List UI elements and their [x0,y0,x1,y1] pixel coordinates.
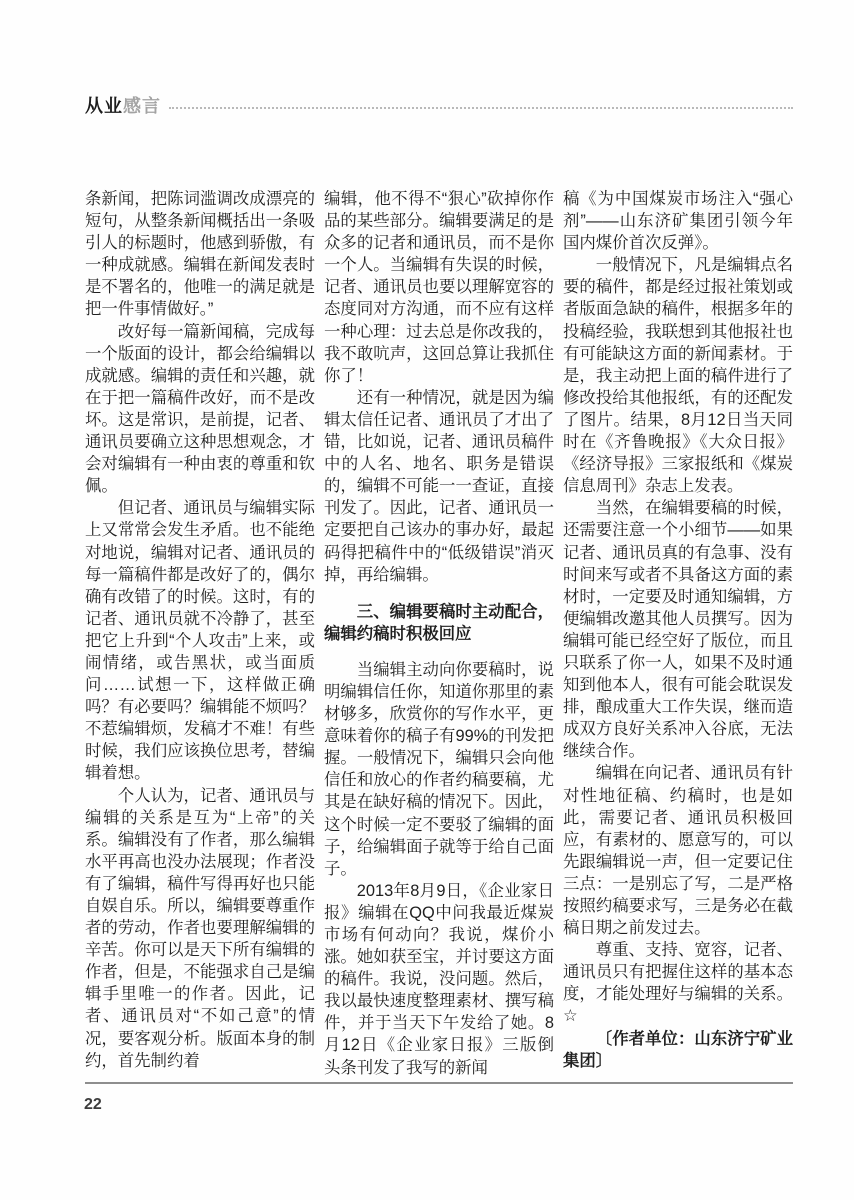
paragraph: 〔作者单位：山东济宁矿业集团〕 [563,1029,793,1070]
section-title-light: 感言 [123,96,161,116]
paragraph: 条新闻，把陈词滥调改成漂亮的短句，从整条新闻概括出一条吸引人的标题时，他感到骄傲，有一种成就感。编辑在新闻发表时是不署名的，他唯一的满足就是把一件事情做好。” [85,190,315,319]
text-column-1 [85,188,315,1080]
article-body [85,188,793,1080]
paragraph: 尊重、支持、宽容，记者、通讯员只有把握住这样的基本态度，才能处理好与编辑的关系。☆ [563,941,793,1026]
paragraph: 但记者、通讯员与编辑实际上又常常会发生矛盾。也不能绝对地说，编辑对记者、通讯员的每一篇稿件都是改好了的，偶尔确有改错了的时候。这时，有的记者、通讯员就不冷静了，甚至把它上升到“个人攻击”上来，或闹情绪，或告黑状，或当面质问……试想一下，这样做正确吗？有必要吗？编辑能不烦吗？不惹编辑烦，发稿才不难！有些时候，我们应该换位思考，替编辑着想。 [85,499,315,783]
page-header [85,92,793,118]
paragraph: 编辑在向记者、通讯员有针对性地征稿、约稿时，也是如此，需要记者、通讯员积极回应，有素材的、愿意写的，可以先跟编辑说一声，但一定要记住三点：一是别忘了写，二是严格按照约稿要求写，三是务必在截稿日期之前发过去。 [563,764,793,938]
page-number: 22 [84,1096,102,1113]
section-title-bold: 从业 [85,96,123,116]
footer-rule [85,1082,793,1084]
header-dotted-rule [169,107,793,109]
section-heading: 三、编辑要稿时主动配合，编辑约稿时积极回应 [324,602,554,643]
paragraph: 稿《为中国煤炭市场注入“强心剂”——山东济矿集团引领今年国内煤价首次反弹》。 [563,190,793,253]
text-column-3 [563,188,793,1080]
paragraph: 个人认为，记者、通讯员与编辑的关系是互为“上帝”的关系。编辑没有了作者，那么编辑水平再高也没办法展现；作者没有了编辑，稿件写得再好也只能自娱自乐。所以，编辑要尊重作者的劳动，作者也要理解编辑的辛苦。你可以是天下所有编辑的作者，但是，不能强求自己是编辑手里唯一的作者。因此，记者、通讯员对“不如己意”的情况，要客观分析。版面本身的制约，首先制约着 [85,786,315,1070]
paragraph: 当编辑主动向你要稿时，说明编辑信任你，知道你那里的素材够多，欣赏你的写作水平，更意味着你的稿子有99%的刊发把握。一般情况下，编辑只会向他信任和放心的作者约稿要稿，尤其是在缺好稿的情况下。因此，这个时候一定不要驳了编辑的面子，给编辑面子就等于给自己面子。 [324,660,554,878]
paragraph: 改好每一篇新闻稿，完成每一个版面的设计，都会给编辑以成就感。编辑的责任和兴趣，就在于把一篇稿件改好，而不是改坏。这是常识，是前提，记者、通讯员要确立这种思想观念，才会对编辑有一种由衷的尊重和钦佩。 [85,322,315,496]
text-column-2 [324,188,554,1080]
paragraph: 编辑，他不得不“狠心”砍掉你作品的某些部分。编辑要满足的是众多的记者和通讯员，而不是你一个人。当编辑有失误的时候，记者、通讯员也要以理解宽容的态度同对方沟通，而不应有这样一种心理：过去总是你改我的，我不敢吭声，这回总算让我抓住你了！ [324,190,554,385]
paragraph: 当然，在编辑要稿的时候，还需要注意一个小细节——如果记者、通讯员真的有急事、没有时间来写或者不具备这方面的素材时，一定要及时通知编辑，方便编辑改邀其他人员撰写。因为编辑可能已经空好了版位，而且只联系了你一人，如果不及时通知到他本人，很有可能会耽误发排，酿成重大工作失误，继而造成双方良好关系冲入谷底，无法继续合作。 [563,499,793,761]
paragraph: 一般情况下，凡是编辑点名要的稿件，都是经过报社策划或者版面急缺的稿件，根据多年的投稿经验，我联想到其他报社也有可能缺这方面的新闻素材。于是，我主动把上面的稿件进行了修改投给其他报纸，有的还配发了图片。结果，8月12日当天同时在《齐鲁晚报》《大众日报》《经济导报》三家报纸和《煤炭信息周刊》杂志上发表。 [563,256,793,496]
paragraph: 还有一种情况，就是因为编辑太信任记者、通讯员了才出了错，比如说，记者、通讯员稿件中的人名、地名、职务是错误的，编辑不可能一一查证，直接刊发了。因此，记者、通讯员一定要把自己该办的事办好，最起码得把稿件中的“低级错误”消灭掉，再给编辑。 [324,388,554,584]
paragraph: 2013年8月9日，《企业家日报》编辑在QQ中问我最近煤炭市场有何动向？我说，煤价小涨。她如获至宝，并讨要这方面的稿件。我说，没问题。然后，我以最快速度整理素材、撰写稿件，并于当天下午发给了她。8月12日《企业家日报》三版倒头条刊发了我写的新闻 [324,881,554,1077]
